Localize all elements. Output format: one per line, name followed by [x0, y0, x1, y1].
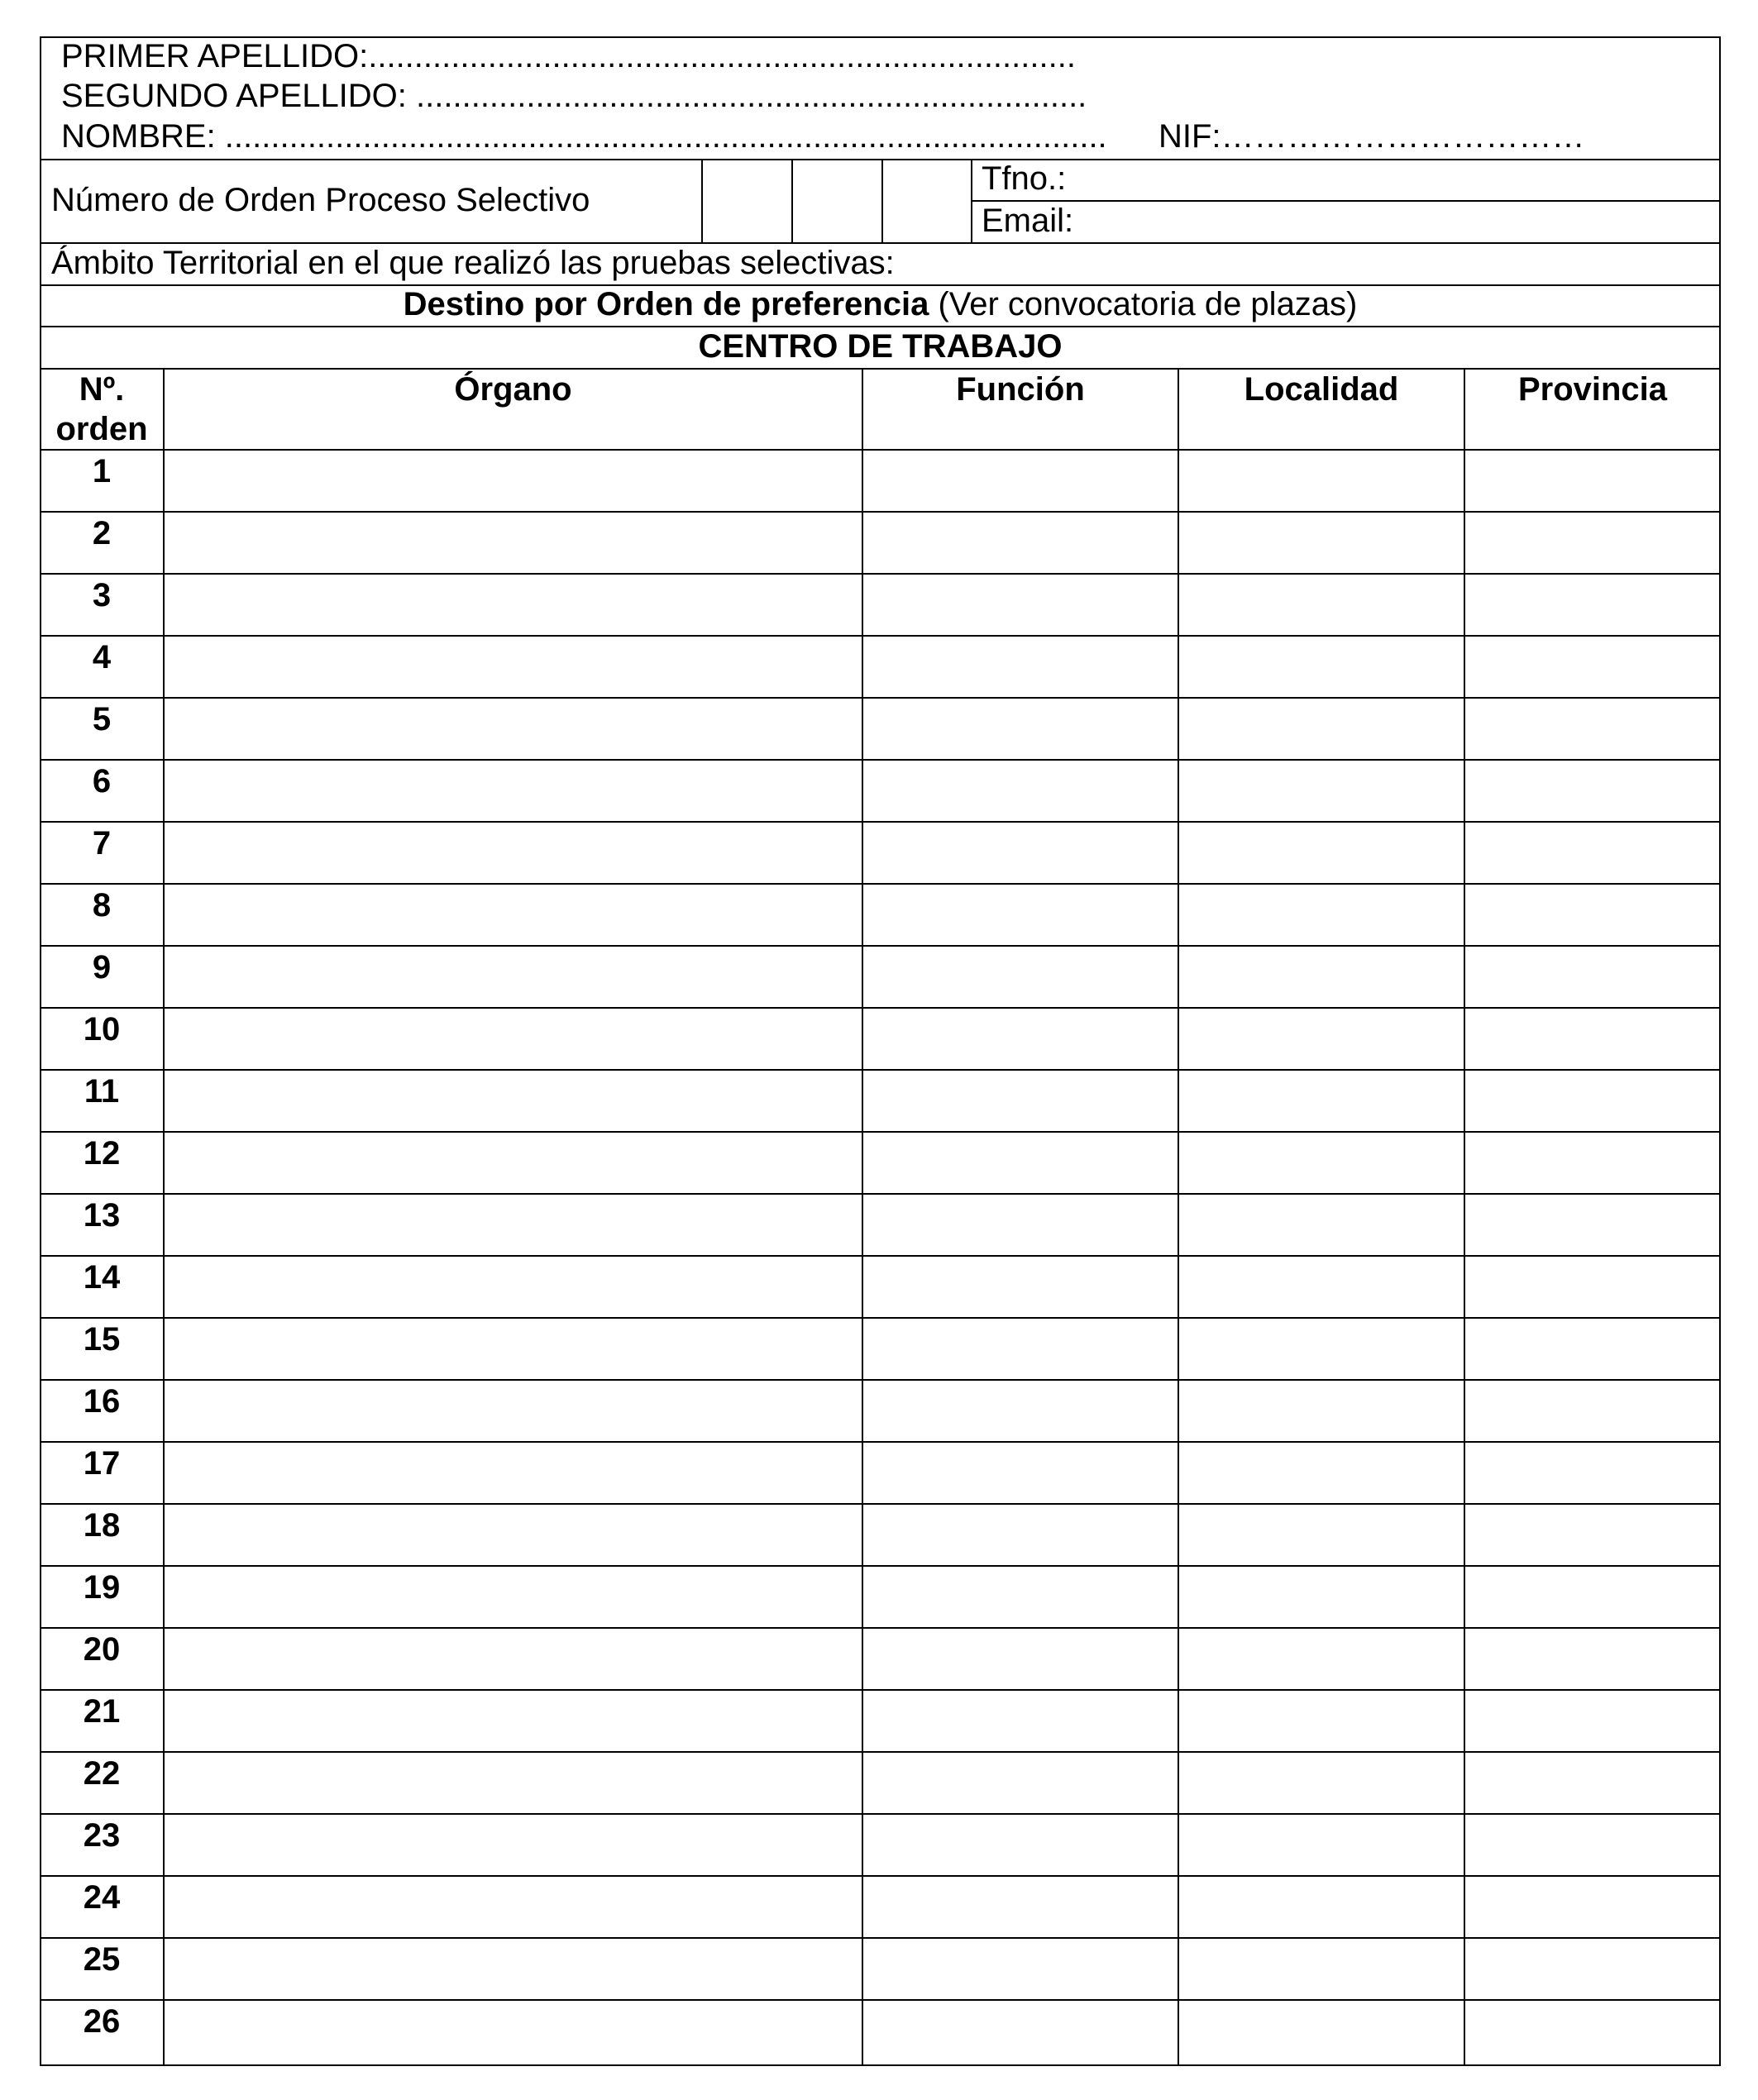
row-number: 2 [92, 515, 112, 551]
organo-cell[interactable] [165, 1691, 862, 1751]
provincia-cell[interactable] [1465, 699, 1719, 759]
table-row [40, 1009, 1721, 1071]
table-row [40, 947, 1721, 1009]
table-row [40, 1753, 1721, 1815]
table-row [40, 1319, 1721, 1381]
row-number: 18 [83, 1507, 121, 1544]
row-number: 25 [83, 1941, 121, 1978]
row-number: 21 [83, 1693, 121, 1730]
row-number: 12 [83, 1135, 121, 1172]
row-number: 22 [83, 1755, 121, 1792]
row-number: 19 [83, 1569, 121, 1606]
provincia-cell[interactable] [1465, 1691, 1719, 1751]
localidad-cell[interactable] [1179, 1505, 1464, 1565]
organo-cell[interactable] [165, 1319, 862, 1379]
organo-cell[interactable] [165, 823, 862, 883]
nif-field[interactable]: NIF:…………………………… [1158, 118, 1585, 155]
funcion-cell[interactable] [863, 1815, 1178, 1875]
table-row [40, 451, 1721, 513]
funcion-cell[interactable] [863, 1877, 1178, 1937]
localidad-cell[interactable] [1179, 1443, 1464, 1503]
column-header-numero [40, 370, 164, 409]
funcion-cell[interactable] [863, 1381, 1178, 1441]
organo-cell[interactable] [165, 1877, 862, 1937]
table-row [40, 1381, 1721, 1443]
localidad-cell[interactable] [1179, 1009, 1464, 1069]
funcion-cell[interactable] [863, 947, 1178, 1007]
row-number: 8 [92, 887, 112, 924]
column-header-organo: Órgano [454, 371, 572, 408]
table-row [40, 885, 1721, 947]
provincia-cell[interactable] [1465, 1877, 1719, 1937]
provincia-cell[interactable] [1465, 1381, 1719, 1441]
organo-cell[interactable] [165, 637, 862, 697]
provincia-cell[interactable] [1465, 1319, 1719, 1379]
numero-orden-label: Número de Orden Proceso Selectivo [51, 182, 590, 218]
provincia-cell[interactable] [1465, 1071, 1719, 1131]
provincia-cell[interactable] [1465, 1753, 1719, 1813]
table-row [40, 761, 1721, 823]
organo-cell[interactable] [165, 1753, 862, 1813]
row-number: 16 [83, 1383, 121, 1420]
organo-cell[interactable] [165, 513, 862, 573]
provincia-cell[interactable] [1465, 1629, 1719, 1689]
organo-cell[interactable] [165, 1009, 862, 1069]
funcion-cell[interactable] [863, 1939, 1178, 1999]
funcion-cell[interactable] [863, 575, 1178, 635]
localidad-cell[interactable] [1179, 637, 1464, 697]
table-row [40, 1443, 1721, 1505]
numero-orden-box-1[interactable] [703, 160, 791, 241]
provincia-cell[interactable] [1465, 2001, 1719, 2061]
divider [971, 200, 1721, 202]
table-row [40, 1257, 1721, 1319]
provincia-cell[interactable] [1465, 1815, 1719, 1875]
table-row [40, 513, 1721, 575]
row-number: 9 [92, 949, 112, 986]
funcion-cell[interactable] [863, 1443, 1178, 1503]
row-number: 13 [83, 1197, 121, 1234]
funcion-cell[interactable] [863, 1257, 1178, 1317]
provincia-cell[interactable] [1465, 1195, 1719, 1255]
row-number: 1 [92, 453, 112, 489]
localidad-cell[interactable] [1179, 1691, 1464, 1751]
table-row [40, 575, 1721, 637]
localidad-cell[interactable] [1179, 947, 1464, 1007]
primer-apellido-field[interactable]: PRIMER APELLIDO:............................................................................. [61, 38, 1076, 74]
row-number: 24 [83, 1879, 121, 1916]
row-number: 23 [83, 1817, 121, 1854]
provincia-cell[interactable] [1465, 451, 1719, 511]
table-row [40, 1505, 1721, 1567]
organo-cell[interactable] [165, 1257, 862, 1317]
funcion-cell[interactable] [863, 1629, 1178, 1689]
column-header-funcion: Función [956, 371, 1085, 408]
localidad-cell[interactable] [1179, 823, 1464, 883]
numero-orden-box-2[interactable] [793, 160, 881, 241]
localidad-cell[interactable] [1179, 1133, 1464, 1193]
row-number: 10 [83, 1011, 121, 1048]
nombre-field[interactable]: NOMBRE: ................................................................................................ [61, 118, 1107, 155]
table-row [40, 823, 1721, 885]
organo-cell[interactable] [165, 1505, 862, 1565]
localidad-cell[interactable] [1179, 1567, 1464, 1627]
organo-cell[interactable] [165, 1133, 862, 1193]
funcion-cell[interactable] [863, 451, 1178, 511]
row-number: 20 [83, 1631, 121, 1668]
funcion-cell[interactable] [863, 1195, 1178, 1255]
table-row [40, 1877, 1721, 1939]
organo-cell[interactable] [165, 1815, 862, 1875]
provincia-cell[interactable] [1465, 637, 1719, 697]
localidad-cell[interactable] [1179, 575, 1464, 635]
organo-cell[interactable] [165, 1567, 862, 1627]
provincia-cell[interactable] [1465, 575, 1719, 635]
organo-cell[interactable] [165, 1443, 862, 1503]
organo-cell[interactable] [165, 1939, 862, 1999]
organo-cell[interactable] [165, 1195, 862, 1255]
funcion-cell[interactable] [863, 1691, 1178, 1751]
table-row [40, 1815, 1721, 1877]
localidad-cell[interactable] [1179, 699, 1464, 759]
provincia-cell[interactable] [1465, 1567, 1719, 1627]
funcion-cell[interactable] [863, 2001, 1178, 2061]
localidad-cell[interactable] [1179, 1071, 1464, 1131]
provincia-cell[interactable] [1465, 947, 1719, 1007]
provincia-cell[interactable] [1465, 1257, 1719, 1317]
funcion-cell[interactable] [863, 1505, 1178, 1565]
table-row [40, 637, 1721, 699]
row-number: 3 [92, 577, 112, 613]
organo-cell[interactable] [165, 761, 862, 821]
row-number: 17 [83, 1445, 121, 1482]
organo-cell[interactable] [165, 451, 862, 511]
provincia-cell[interactable] [1465, 761, 1719, 821]
table-row [40, 1195, 1721, 1257]
row-number: 11 [84, 1073, 120, 1110]
funcion-cell[interactable] [863, 1319, 1178, 1379]
funcion-cell[interactable] [863, 1009, 1178, 1069]
row-number: 4 [92, 639, 112, 675]
funcion-cell[interactable] [863, 885, 1178, 945]
provincia-cell[interactable] [1465, 1133, 1719, 1193]
tfno-field[interactable]: Tfno.: [982, 160, 1067, 197]
provincia-cell[interactable] [1465, 1009, 1719, 1069]
localidad-cell[interactable] [1179, 1753, 1464, 1813]
organo-cell[interactable] [165, 1381, 862, 1441]
destino-title-note: (Ver convocatoria de plazas) [929, 286, 1358, 322]
localidad-cell[interactable] [1179, 1877, 1464, 1937]
row-number: 26 [83, 2003, 121, 2040]
funcion-cell[interactable] [863, 1567, 1178, 1627]
preference-form [40, 36, 1721, 2066]
organo-cell[interactable] [165, 2001, 862, 2061]
funcion-cell[interactable] [863, 823, 1178, 883]
funcion-cell[interactable] [863, 1133, 1178, 1193]
funcion-cell[interactable] [863, 1071, 1178, 1131]
row-number: 6 [92, 763, 112, 799]
localidad-cell[interactable] [1179, 885, 1464, 945]
provincia-cell[interactable] [1465, 1505, 1719, 1565]
organo-cell[interactable] [165, 575, 862, 635]
centro-trabajo-heading: CENTRO DE TRABAJO [698, 328, 1063, 365]
column-header-numero-line1: Nº. [79, 371, 125, 408]
funcion-cell[interactable] [863, 513, 1178, 573]
column-header-localidad: Localidad [1244, 371, 1399, 408]
provincia-cell[interactable] [1465, 1939, 1719, 1999]
localidad-cell[interactable] [1179, 1319, 1464, 1379]
column-header-orden [40, 409, 164, 449]
provincia-cell[interactable] [1465, 1443, 1719, 1503]
localidad-cell[interactable] [1179, 1195, 1464, 1255]
row-number: 5 [92, 701, 112, 737]
localidad-cell[interactable] [1179, 2001, 1464, 2061]
row-number: 14 [83, 1259, 121, 1296]
localidad-cell[interactable] [1179, 451, 1464, 511]
organo-cell[interactable] [165, 1071, 862, 1131]
funcion-cell[interactable] [863, 761, 1178, 821]
table-row [40, 1567, 1721, 1629]
column-header-provincia: Provincia [1517, 371, 1668, 408]
localidad-cell[interactable] [1179, 1257, 1464, 1317]
table-row [40, 2001, 1721, 2063]
provincia-cell[interactable] [1465, 513, 1719, 573]
destino-title-bold: Destino por Orden de preferencia [403, 286, 929, 322]
numero-orden-box-3[interactable] [883, 160, 971, 241]
segundo-apellido-field[interactable]: SEGUNDO APELLIDO: ......................................................................... [61, 78, 1087, 114]
table-row [40, 699, 1721, 761]
table-row [40, 1133, 1721, 1195]
column-header-numero-line2: orden [55, 411, 148, 447]
funcion-cell[interactable] [863, 637, 1178, 697]
organo-cell[interactable] [165, 699, 862, 759]
table-row [40, 1629, 1721, 1691]
funcion-cell[interactable] [863, 699, 1178, 759]
localidad-cell[interactable] [1179, 1939, 1464, 1999]
table-row [40, 1939, 1721, 2001]
email-field[interactable]: Email: [982, 203, 1074, 239]
table-row [40, 1071, 1721, 1133]
organo-cell[interactable] [165, 1629, 862, 1689]
table-row [40, 1691, 1721, 1753]
localidad-cell[interactable] [1179, 1629, 1464, 1689]
funcion-cell[interactable] [863, 1753, 1178, 1813]
organo-cell[interactable] [165, 947, 862, 1007]
organo-cell[interactable] [165, 885, 862, 945]
row-number: 7 [92, 825, 112, 861]
provincia-cell[interactable] [1465, 823, 1719, 883]
provincia-cell[interactable] [1465, 885, 1719, 945]
destino-title [40, 284, 1721, 324]
localidad-cell[interactable] [1179, 513, 1464, 573]
row-number: 15 [83, 1321, 121, 1358]
localidad-cell[interactable] [1179, 1381, 1464, 1441]
localidad-cell[interactable] [1179, 761, 1464, 821]
ambito-territorial-field[interactable]: Ámbito Territorial en el que realizó las pruebas selectivas: [51, 245, 895, 281]
localidad-cell[interactable] [1179, 1815, 1464, 1875]
